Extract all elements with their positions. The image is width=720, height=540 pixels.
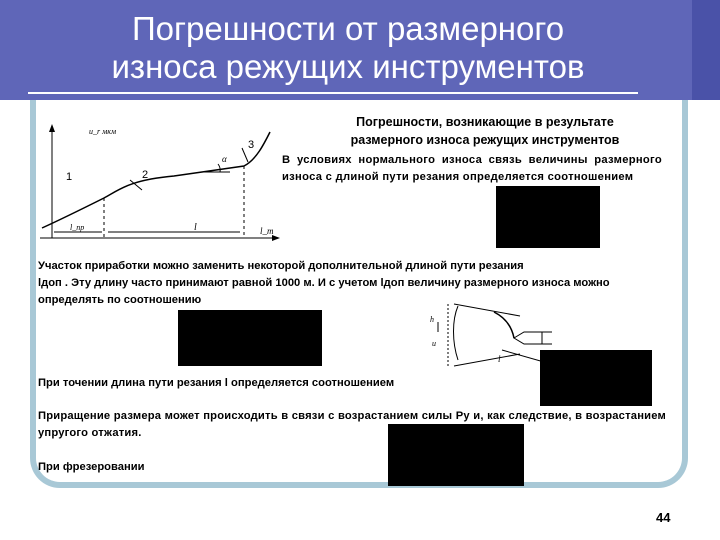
title-underline	[28, 92, 638, 94]
graph-x-label-l: l	[194, 222, 197, 233]
title-bar-accent	[692, 0, 720, 100]
page-number: 44	[656, 510, 671, 525]
paragraph-normal-wear: В условиях нормального износа связь величины размерного износа с длиной пути резания определяется соотношением	[282, 154, 662, 183]
formula-image-2	[178, 310, 322, 366]
page-title	[28, 10, 668, 86]
title-line-1: Погрешности от размерного	[131, 10, 565, 47]
tool-label-h: h	[430, 315, 434, 324]
paragraph-run-in: Участок приработки можно заменить некоторой дополнительной длиной пути резания lдоп . Эту длину часто принимают равной 1000 м. И с учетом lдоп величину размерного износа можно определять по соотношению	[38, 260, 610, 306]
formula-image-4	[388, 424, 524, 486]
graph-x-label-lpr: l_пр	[70, 223, 85, 232]
wear-curve	[42, 132, 270, 228]
wear-graph	[34, 118, 282, 248]
tool-label-l: l	[498, 354, 501, 364]
graph-angle-symbol: α	[222, 154, 227, 164]
graph-region-2: 2	[142, 169, 149, 181]
formula-image-3	[540, 350, 652, 406]
formula-image-1	[496, 186, 600, 248]
paragraph-force: Приращение размера может происходить в связи с возрастанием силы Ру и, как следствие, в возрастанием упругого отжатия.	[38, 410, 666, 439]
title-line-2: износа режущих инструментов	[111, 48, 585, 85]
tool-label-u: u	[432, 339, 436, 348]
graph-y-label: u_r мкм	[89, 127, 117, 136]
section-subtitle: Погрешности, возникающие в результате размерного износа режущих инструментов	[350, 115, 620, 147]
title-bar	[0, 0, 720, 100]
graph-region-3: 3	[248, 139, 255, 151]
graph-region-1: 1	[66, 171, 73, 183]
graph-x-label-lm: l_m	[260, 226, 274, 236]
paragraph-milling: При фрезеровании	[38, 461, 145, 473]
tool-diagram	[424, 302, 554, 372]
paragraph-turning: При точении длина пути резания l определяется соотношением	[38, 377, 395, 389]
